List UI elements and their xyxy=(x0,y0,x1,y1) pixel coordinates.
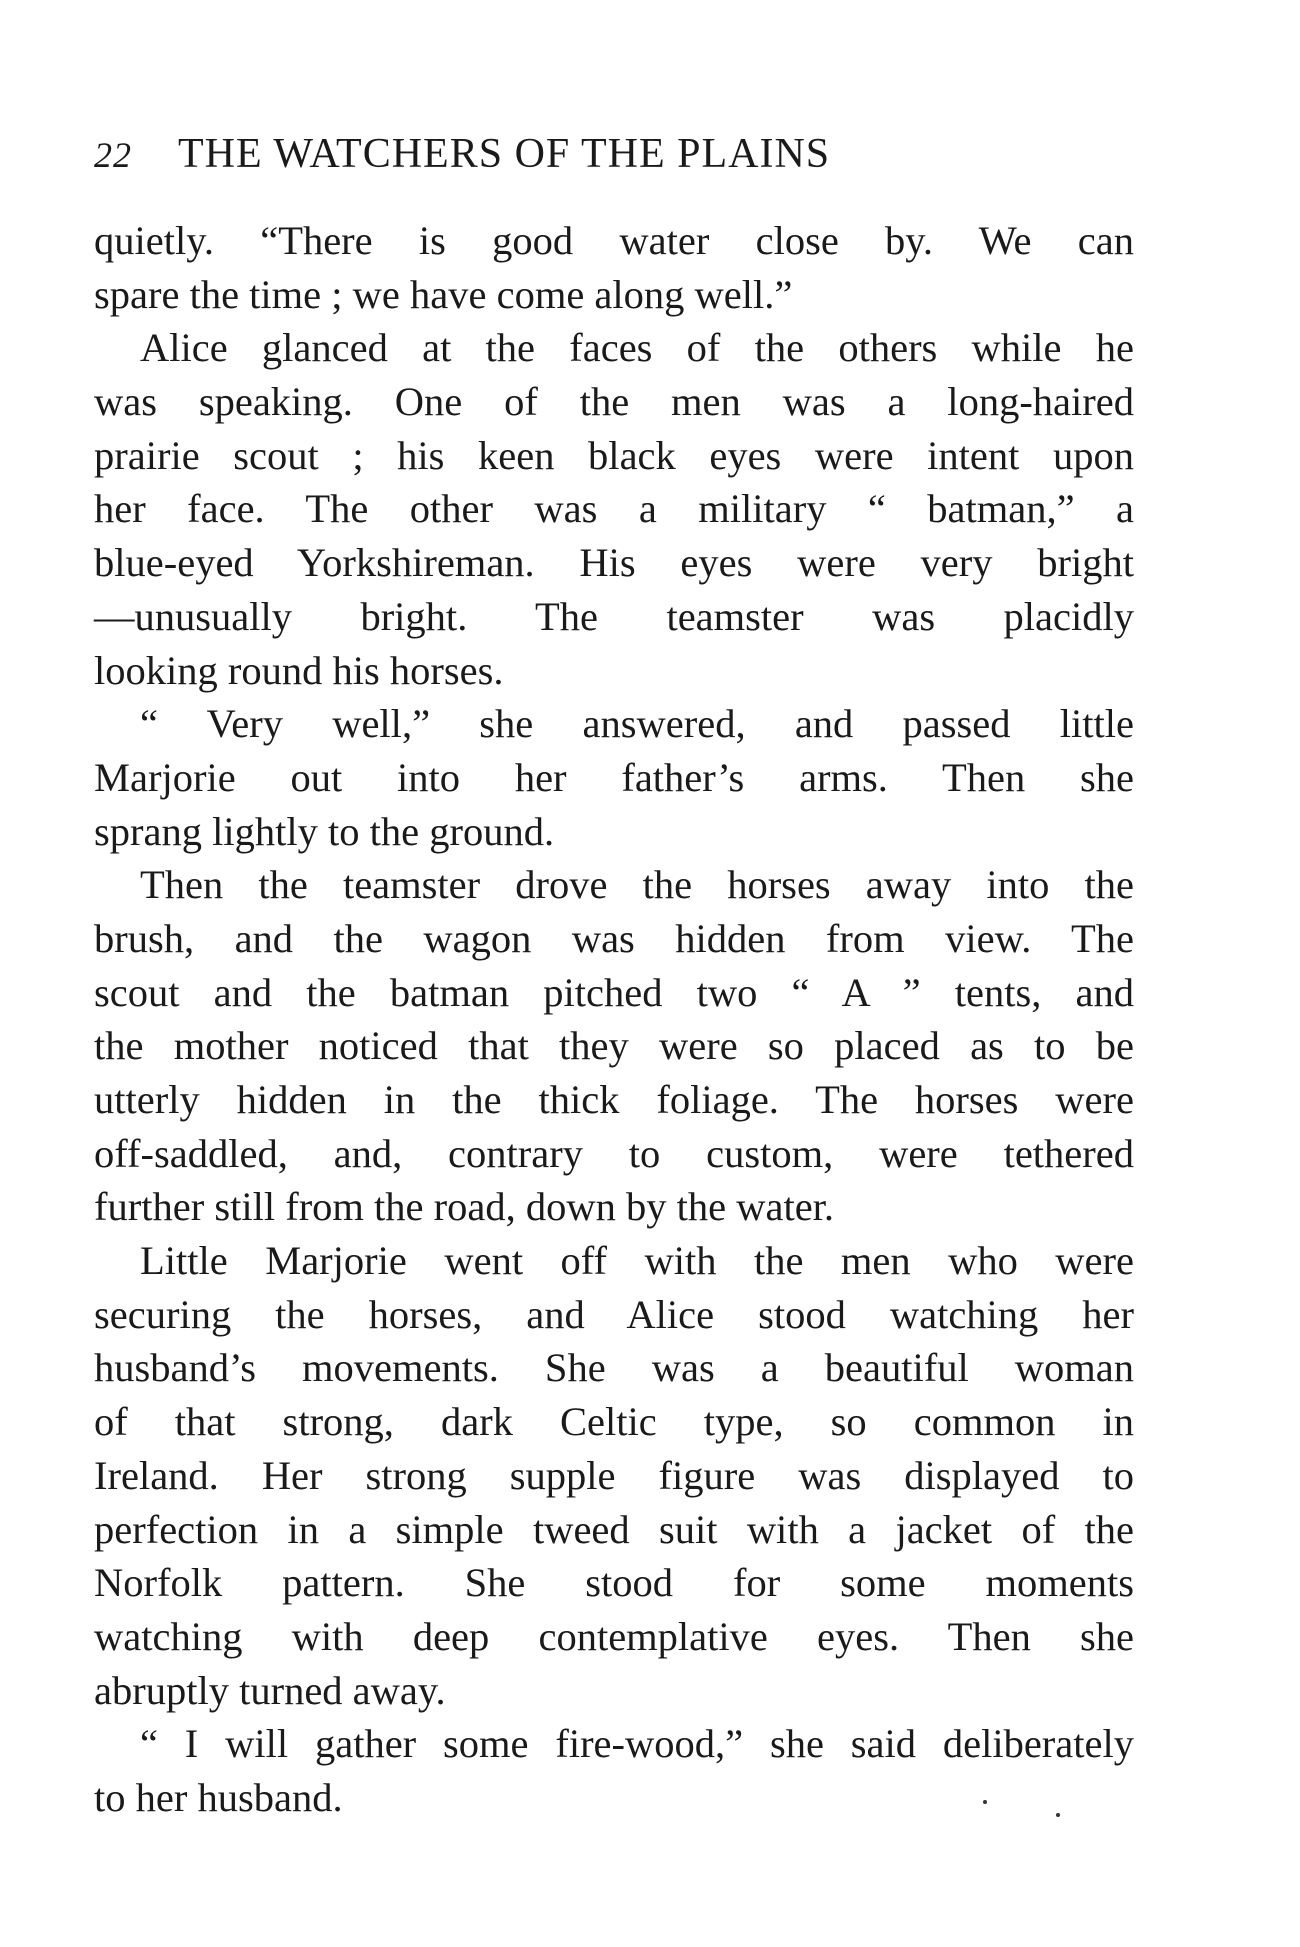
text-line: Alice glanced at the faces of the others while he xyxy=(140,325,1134,371)
text-line: husband’s movements. She was a beautiful woman xyxy=(94,1345,1134,1391)
text-line: “ I will gather some fire-wood,” she said deliberately xyxy=(140,1721,1134,1767)
text-line: looking round his horses. xyxy=(94,647,504,693)
text-line: to her husband. xyxy=(94,1774,343,1820)
text-line: Little Marjorie went off with the men who were xyxy=(140,1238,1134,1284)
text-line: Then the teamster drove the horses away into the xyxy=(140,862,1134,908)
text-line: “ Very well,” she answered, and passed little xyxy=(140,701,1134,747)
text-line: utterly hidden in the thick foliage. The horses were xyxy=(94,1077,1134,1122)
text-line: further still from the road, down by the water. xyxy=(94,1184,835,1230)
text-line: Ireland. Her strong supple figure was displayed to xyxy=(94,1452,1134,1498)
text-line: quietly. “There is good water close by. We can xyxy=(94,218,1134,263)
text-line: abruptly turned away. xyxy=(94,1667,446,1713)
text-line: securing the horses, and Alice stood watching her xyxy=(94,1291,1134,1337)
ink-speck xyxy=(983,1800,987,1804)
page-number: 22 xyxy=(94,135,132,175)
text-line: spare the time ; we have come along well.” xyxy=(94,271,793,317)
text-line: watching with deep contemplative eyes. Then she xyxy=(94,1613,1134,1659)
text-line: Norfolk pattern. She stood for some moments xyxy=(94,1560,1134,1606)
running-title: THE WATCHERS OF THE PLAINS xyxy=(178,131,831,177)
text-line: brush, and the wagon was hidden from view. The xyxy=(94,915,1134,961)
text-line: her face. The other was a military “ batman,” a xyxy=(94,486,1134,532)
ink-speck xyxy=(1056,1813,1060,1817)
text-line: perfection in a simple tweed suit with a jacket of the xyxy=(94,1506,1134,1552)
text-line: the mother noticed that they were so placed as to be xyxy=(94,1023,1134,1069)
text-line: sprang lightly to the ground. xyxy=(94,808,555,854)
text-line: —unusually bright. The teamster was placidly xyxy=(94,593,1134,639)
text-line: blue-eyed Yorkshireman. His eyes were very bright xyxy=(94,540,1134,586)
text-line: was speaking. One of the men was a long-haired xyxy=(94,379,1134,425)
text-line: Marjorie out into her father’s arms. Then she xyxy=(94,754,1134,800)
text-line: scout and the batman pitched two “ A ” tents, and xyxy=(94,969,1134,1015)
text-line: of that strong, dark Celtic type, so common in xyxy=(94,1399,1134,1445)
text-line: prairie scout ; his keen black eyes were intent upon xyxy=(94,432,1134,478)
text-line: off-saddled, and, contrary to custom, were tethered xyxy=(94,1130,1134,1176)
